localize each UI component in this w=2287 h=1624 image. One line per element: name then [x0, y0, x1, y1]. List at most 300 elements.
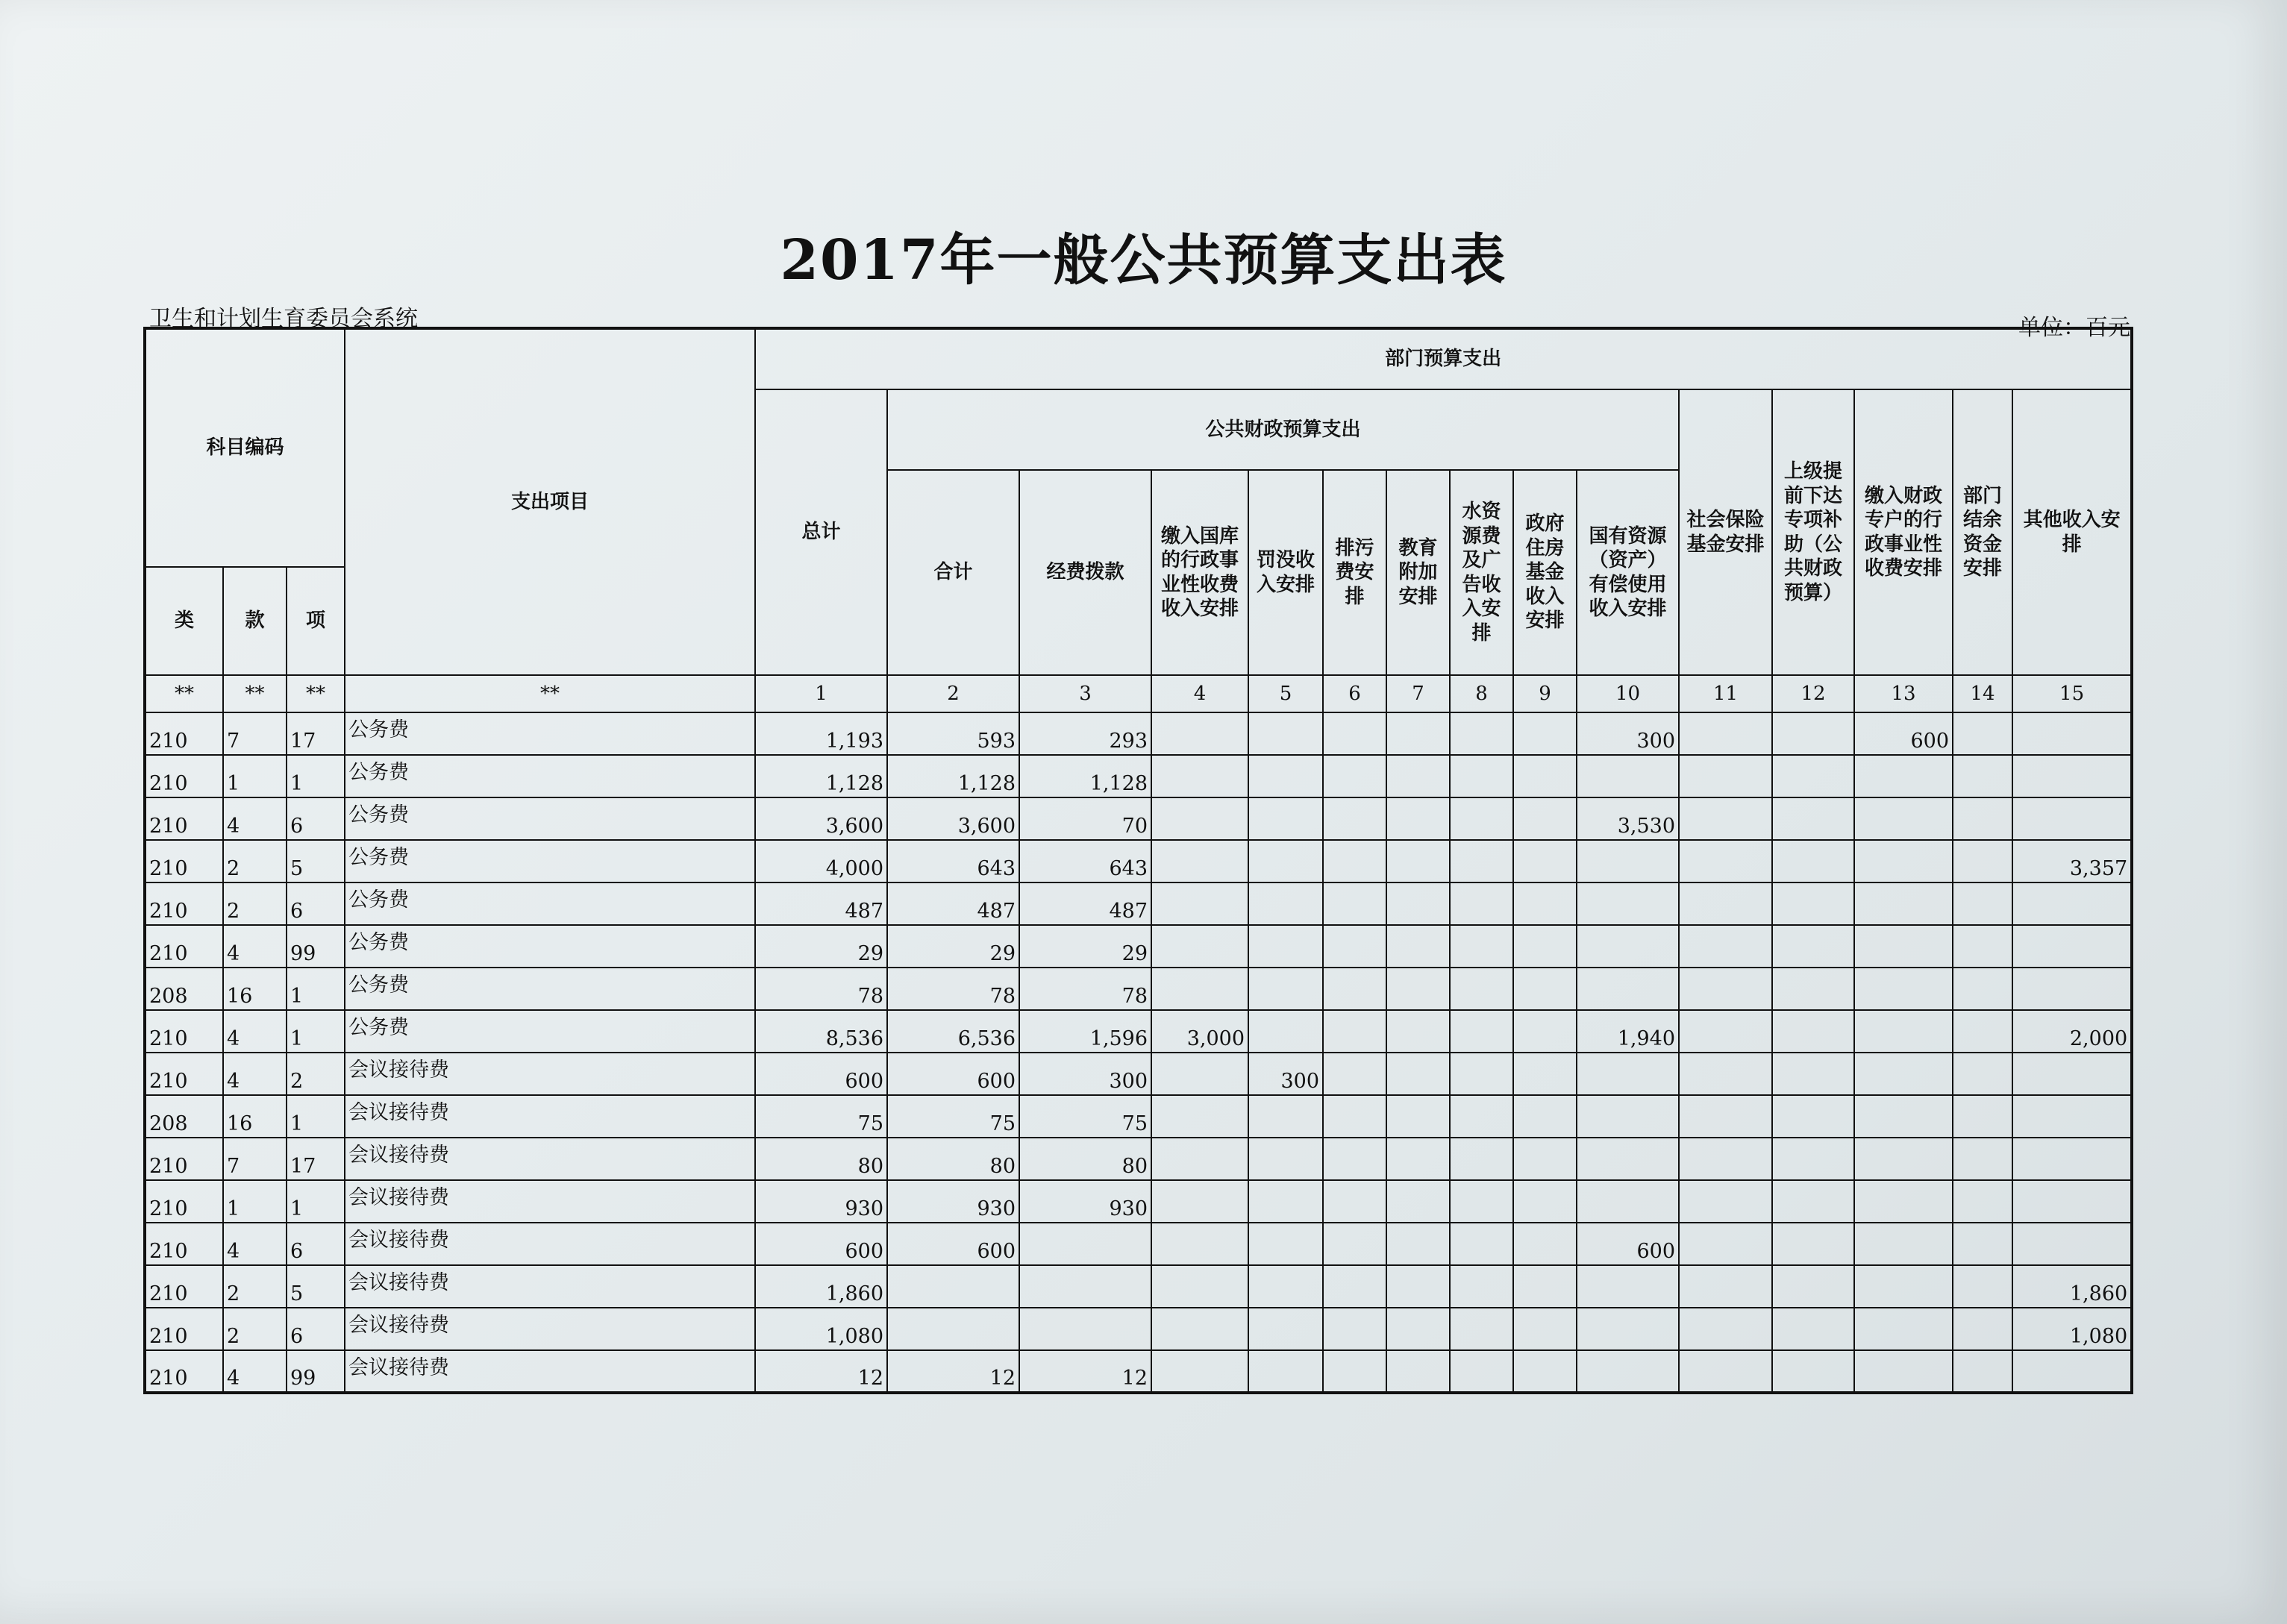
- code-cell: 210: [145, 712, 223, 755]
- code-cell: 210: [145, 1053, 223, 1095]
- item-cell: 会议接待费: [345, 1180, 755, 1223]
- amount-cell: [1772, 1350, 1854, 1393]
- code-cell: 210: [145, 797, 223, 840]
- code-cell: 6: [287, 882, 345, 925]
- code-cell: 1: [287, 1180, 345, 1223]
- amount-cell: [1679, 1010, 1772, 1053]
- amount-cell: [1151, 1180, 1248, 1223]
- amount-cell: [1953, 1138, 2012, 1180]
- code-cell: 210: [145, 1138, 223, 1180]
- amount-cell: [1248, 1095, 1323, 1138]
- amount-cell: 643: [1019, 840, 1151, 882]
- amount-cell: [1450, 840, 1513, 882]
- code-cell: 6: [287, 797, 345, 840]
- amount-cell: [1323, 1223, 1386, 1265]
- amount-cell: [1772, 840, 1854, 882]
- amount-cell: [1450, 1308, 1513, 1350]
- amount-cell: [1679, 968, 1772, 1010]
- table-row: [145, 755, 2132, 797]
- code-cell: 7: [223, 712, 287, 755]
- amount-cell: 3,000: [1151, 1010, 1248, 1053]
- amount-cell: 6,536: [887, 1010, 1019, 1053]
- code-cell: 1: [287, 1010, 345, 1053]
- amount-cell: [1386, 1265, 1450, 1308]
- amount-cell: [1386, 1053, 1450, 1095]
- code-cell: 2: [223, 882, 287, 925]
- code-cell: 1: [223, 1180, 287, 1223]
- amount-cell: [1386, 1138, 1450, 1180]
- code-cell: 4: [223, 797, 287, 840]
- header-housing-fund: 政府住房基金收入安排: [1513, 470, 1577, 675]
- item-cell: 会议接待费: [345, 1053, 755, 1095]
- amount-cell: [1953, 1265, 2012, 1308]
- amount-cell: [1323, 1138, 1386, 1180]
- amount-cell: 29: [1019, 925, 1151, 968]
- amount-cell: [1323, 1010, 1386, 1053]
- amount-cell: [1679, 1138, 1772, 1180]
- table-row: [145, 1350, 2132, 1393]
- amount-cell: [1248, 1308, 1323, 1350]
- amount-cell: 29: [755, 925, 887, 968]
- amount-cell: [1386, 925, 1450, 968]
- amount-cell: 293: [1019, 712, 1151, 755]
- code-cell: 2: [223, 840, 287, 882]
- amount-cell: [1679, 1053, 1772, 1095]
- amount-cell: [2012, 1350, 2132, 1393]
- column-index-cell: 4: [1151, 675, 1248, 712]
- header-kuan: 款: [223, 567, 287, 675]
- amount-cell: 643: [887, 840, 1019, 882]
- amount-cell: [1854, 1138, 1953, 1180]
- column-index-cell: 1: [755, 675, 887, 712]
- amount-cell: [1953, 925, 2012, 968]
- amount-cell: 300: [1019, 1053, 1151, 1095]
- amount-cell: [1679, 925, 1772, 968]
- amount-cell: 487: [887, 882, 1019, 925]
- amount-cell: 75: [1019, 1095, 1151, 1138]
- amount-cell: [1772, 1308, 1854, 1350]
- amount-cell: [1248, 1265, 1323, 1308]
- item-cell: 公务费: [345, 797, 755, 840]
- item-cell: 公务费: [345, 712, 755, 755]
- amount-cell: [1450, 1010, 1513, 1053]
- amount-cell: 70: [1019, 797, 1151, 840]
- amount-cell: [1151, 1265, 1248, 1308]
- code-cell: 210: [145, 1308, 223, 1350]
- header-pollution-fee: 排污费安排: [1323, 470, 1386, 675]
- column-index-cell: 10: [1577, 675, 1679, 712]
- code-cell: 4: [223, 1053, 287, 1095]
- table-row: [145, 797, 2132, 840]
- amount-cell: 78: [755, 968, 887, 1010]
- amount-cell: 29: [887, 925, 1019, 968]
- amount-cell: [1513, 755, 1577, 797]
- amount-cell: 1,860: [755, 1265, 887, 1308]
- item-cell: 公务费: [345, 925, 755, 968]
- amount-cell: [1450, 755, 1513, 797]
- amount-cell: [1953, 1180, 2012, 1223]
- amount-cell: [1386, 712, 1450, 755]
- amount-cell: [1854, 1010, 1953, 1053]
- amount-cell: [1679, 1265, 1772, 1308]
- amount-cell: [1577, 1308, 1679, 1350]
- header-other-income: 其他收入安排: [2012, 389, 2132, 675]
- code-cell: 99: [287, 925, 345, 968]
- amount-cell: 3,530: [1577, 797, 1679, 840]
- amount-cell: [1854, 1350, 1953, 1393]
- amount-cell: 1,080: [755, 1308, 887, 1350]
- amount-cell: [2012, 1180, 2132, 1223]
- amount-cell: [1513, 840, 1577, 882]
- column-index-cell: 11: [1679, 675, 1772, 712]
- amount-cell: [1953, 797, 2012, 840]
- amount-cell: [1450, 1350, 1513, 1393]
- amount-cell: [2012, 925, 2132, 968]
- column-index-cell: 9: [1513, 675, 1577, 712]
- amount-cell: 3,600: [755, 797, 887, 840]
- header-total: 总计: [755, 389, 887, 675]
- amount-cell: 300: [1577, 712, 1679, 755]
- code-cell: 1: [287, 968, 345, 1010]
- column-index-cell: 12: [1772, 675, 1854, 712]
- amount-cell: [1513, 1095, 1577, 1138]
- amount-cell: 930: [887, 1180, 1019, 1223]
- amount-cell: [1513, 1223, 1577, 1265]
- header-dept-budget: 部门预算支出: [755, 328, 2132, 389]
- amount-cell: [1151, 925, 1248, 968]
- amount-cell: [1953, 1053, 2012, 1095]
- amount-cell: 300: [1248, 1053, 1323, 1095]
- table-row: [145, 712, 2132, 755]
- table-row: [145, 1308, 2132, 1350]
- header-carryover: 部门结余资金安排: [1953, 389, 2012, 675]
- amount-cell: [2012, 1138, 2132, 1180]
- amount-cell: [1513, 712, 1577, 755]
- amount-cell: [887, 1265, 1019, 1308]
- table-body: [145, 675, 2132, 1393]
- amount-cell: [1248, 1138, 1323, 1180]
- amount-cell: [1953, 1010, 2012, 1053]
- column-index-cell: 7: [1386, 675, 1450, 712]
- header-special-subsidy: 上级提前下达专项补助（公共财政预算）: [1772, 389, 1854, 675]
- amount-cell: [1513, 1350, 1577, 1393]
- table-row: [145, 1053, 2132, 1095]
- amount-cell: [1248, 1010, 1323, 1053]
- amount-cell: 930: [1019, 1180, 1151, 1223]
- amount-cell: [2012, 1223, 2132, 1265]
- code-cell: 210: [145, 1350, 223, 1393]
- amount-cell: 593: [887, 712, 1019, 755]
- column-index-cell: 6: [1323, 675, 1386, 712]
- amount-cell: 2,000: [2012, 1010, 2132, 1053]
- header-subtotal: 合计: [887, 470, 1019, 675]
- header-appropriation: 经费拨款: [1019, 470, 1151, 675]
- item-cell: 会议接待费: [345, 1265, 755, 1308]
- unit-label: 单位：百元: [2018, 315, 2130, 341]
- amount-cell: [1450, 925, 1513, 968]
- amount-cell: [1450, 1223, 1513, 1265]
- amount-cell: [2012, 1053, 2132, 1095]
- amount-cell: [1248, 1223, 1323, 1265]
- amount-cell: [1513, 968, 1577, 1010]
- amount-cell: [2012, 882, 2132, 925]
- amount-cell: 1,128: [887, 755, 1019, 797]
- amount-cell: [1953, 1095, 2012, 1138]
- amount-cell: 12: [755, 1350, 887, 1393]
- amount-cell: [1323, 1095, 1386, 1138]
- amount-cell: [1386, 1223, 1450, 1265]
- amount-cell: [1386, 755, 1450, 797]
- amount-cell: [1323, 1308, 1386, 1350]
- amount-cell: [1019, 1308, 1151, 1350]
- amount-cell: [1450, 968, 1513, 1010]
- amount-cell: [1679, 1095, 1772, 1138]
- amount-cell: [1323, 1180, 1386, 1223]
- item-cell: 会议接待费: [345, 1138, 755, 1180]
- amount-cell: [2012, 1095, 2132, 1138]
- amount-cell: 80: [887, 1138, 1019, 1180]
- amount-cell: [1577, 968, 1679, 1010]
- amount-cell: [1323, 968, 1386, 1010]
- item-cell: 公务费: [345, 968, 755, 1010]
- item-cell: 会议接待费: [345, 1223, 755, 1265]
- amount-cell: [1772, 1053, 1854, 1095]
- amount-cell: [1248, 712, 1323, 755]
- header-water-resource: 水资源费及广告收入安排: [1450, 470, 1513, 675]
- amount-cell: 78: [1019, 968, 1151, 1010]
- amount-cell: [1386, 968, 1450, 1010]
- budget-table: [143, 327, 2133, 1394]
- amount-cell: [1854, 797, 1953, 840]
- table-row: [145, 1223, 2132, 1265]
- header-public-finance: 公共财政预算支出: [887, 389, 1679, 470]
- code-cell: 210: [145, 1223, 223, 1265]
- amount-cell: [1151, 797, 1248, 840]
- code-cell: 210: [145, 755, 223, 797]
- header-item: 支出项目: [345, 328, 755, 675]
- code-cell: 6: [287, 1308, 345, 1350]
- amount-cell: 4,000: [755, 840, 887, 882]
- amount-cell: [1323, 1053, 1386, 1095]
- amount-cell: [1772, 1010, 1854, 1053]
- amount-cell: [1854, 882, 1953, 925]
- amount-cell: [1019, 1223, 1151, 1265]
- amount-cell: [1953, 968, 2012, 1010]
- item-cell: 公务费: [345, 755, 755, 797]
- amount-cell: 600: [755, 1223, 887, 1265]
- amount-cell: [1577, 882, 1679, 925]
- amount-cell: [1151, 1223, 1248, 1265]
- table-row: [145, 1095, 2132, 1138]
- table-row: [145, 1138, 2132, 1180]
- header-special-account-fee: 缴入财政专户的行政事业性收费安排: [1854, 389, 1953, 675]
- amount-cell: 1,128: [1019, 755, 1151, 797]
- code-cell: 16: [223, 1095, 287, 1138]
- code-cell: 16: [223, 968, 287, 1010]
- column-index-cell: 8: [1450, 675, 1513, 712]
- amount-cell: [1151, 882, 1248, 925]
- code-cell: 210: [145, 1180, 223, 1223]
- amount-cell: [2012, 755, 2132, 797]
- amount-cell: 80: [1019, 1138, 1151, 1180]
- amount-cell: [1772, 1223, 1854, 1265]
- amount-cell: [1450, 1138, 1513, 1180]
- amount-cell: [1151, 1350, 1248, 1393]
- amount-cell: [1953, 1223, 2012, 1265]
- amount-cell: [2012, 968, 2132, 1010]
- code-cell: 210: [145, 1265, 223, 1308]
- amount-cell: 80: [755, 1138, 887, 1180]
- column-index-cell: 5: [1248, 675, 1323, 712]
- amount-cell: 600: [1854, 712, 1953, 755]
- amount-cell: [1854, 1308, 1953, 1350]
- item-cell: 公务费: [345, 840, 755, 882]
- amount-cell: [1953, 755, 2012, 797]
- amount-cell: 600: [887, 1053, 1019, 1095]
- item-cell: 会议接待费: [345, 1095, 755, 1138]
- amount-cell: [887, 1308, 1019, 1350]
- amount-cell: [1772, 1138, 1854, 1180]
- column-index-cell: 2: [887, 675, 1019, 712]
- page-title: 2017年一般公共预算支出表: [780, 228, 1507, 292]
- item-cell: 公务费: [345, 882, 755, 925]
- amount-cell: [1323, 797, 1386, 840]
- amount-cell: [1248, 925, 1323, 968]
- amount-cell: [1513, 925, 1577, 968]
- header-xiang: 项: [287, 567, 345, 675]
- amount-cell: [1577, 1053, 1679, 1095]
- amount-cell: [1151, 1053, 1248, 1095]
- table-row: [145, 1010, 2132, 1053]
- amount-cell: [1953, 840, 2012, 882]
- code-cell: 6: [287, 1223, 345, 1265]
- column-index-cell: 14: [1953, 675, 2012, 712]
- amount-cell: [1953, 1308, 2012, 1350]
- amount-cell: [1953, 882, 2012, 925]
- code-cell: 208: [145, 968, 223, 1010]
- column-index-cell: 15: [2012, 675, 2132, 712]
- amount-cell: [1386, 1308, 1450, 1350]
- amount-cell: [1772, 1180, 1854, 1223]
- amount-cell: [1323, 925, 1386, 968]
- amount-cell: 1,596: [1019, 1010, 1151, 1053]
- amount-cell: [1323, 882, 1386, 925]
- amount-cell: [1854, 1180, 1953, 1223]
- amount-cell: [1679, 797, 1772, 840]
- amount-cell: 78: [887, 968, 1019, 1010]
- amount-cell: [1386, 882, 1450, 925]
- amount-cell: [1854, 1265, 1953, 1308]
- amount-cell: [1679, 1308, 1772, 1350]
- header-lei: 类: [145, 567, 223, 675]
- amount-cell: [1151, 1138, 1248, 1180]
- amount-cell: [1577, 1138, 1679, 1180]
- table-row: [145, 925, 2132, 968]
- header-treasury-admin-fee: 缴入国库的行政事业性收费收入安排: [1151, 470, 1248, 675]
- amount-cell: [1248, 1180, 1323, 1223]
- code-cell: 1: [287, 1095, 345, 1138]
- item-cell: 公务费: [345, 1010, 755, 1053]
- table-row: [145, 1265, 2132, 1308]
- amount-cell: [1151, 840, 1248, 882]
- amount-cell: [1151, 1095, 1248, 1138]
- amount-cell: [1450, 712, 1513, 755]
- amount-cell: [1577, 1095, 1679, 1138]
- amount-cell: [1248, 1350, 1323, 1393]
- amount-cell: [1854, 840, 1953, 882]
- amount-cell: [1323, 755, 1386, 797]
- amount-cell: [1679, 712, 1772, 755]
- amount-cell: [1248, 840, 1323, 882]
- amount-cell: 1,080: [2012, 1308, 2132, 1350]
- code-cell: 5: [287, 840, 345, 882]
- amount-cell: [1248, 797, 1323, 840]
- amount-cell: [1386, 1180, 1450, 1223]
- amount-cell: [1386, 797, 1450, 840]
- amount-cell: [1513, 1138, 1577, 1180]
- table-row: [145, 882, 2132, 925]
- amount-cell: [1386, 840, 1450, 882]
- amount-cell: [1248, 968, 1323, 1010]
- column-index-cell: 13: [1854, 675, 1953, 712]
- amount-cell: 930: [755, 1180, 887, 1223]
- amount-cell: [1386, 1095, 1450, 1138]
- amount-cell: [1513, 1010, 1577, 1053]
- amount-cell: [1679, 882, 1772, 925]
- amount-cell: [1513, 882, 1577, 925]
- amount-cell: [1772, 925, 1854, 968]
- amount-cell: [1019, 1265, 1151, 1308]
- table-row: [145, 840, 2132, 882]
- code-cell: 2: [223, 1265, 287, 1308]
- amount-cell: 487: [1019, 882, 1151, 925]
- code-cell: 210: [145, 840, 223, 882]
- amount-cell: [2012, 712, 2132, 755]
- amount-cell: 12: [1019, 1350, 1151, 1393]
- amount-cell: [1577, 925, 1679, 968]
- amount-cell: [1450, 1053, 1513, 1095]
- amount-cell: 12: [887, 1350, 1019, 1393]
- amount-cell: [1151, 968, 1248, 1010]
- header-social-insurance: 社会保险基金安排: [1679, 389, 1772, 675]
- amount-cell: 1,193: [755, 712, 887, 755]
- amount-cell: [1953, 1350, 2012, 1393]
- code-cell: 4: [223, 1223, 287, 1265]
- amount-cell: [1854, 1053, 1953, 1095]
- code-cell: 99: [287, 1350, 345, 1393]
- amount-cell: 75: [887, 1095, 1019, 1138]
- amount-cell: [1772, 755, 1854, 797]
- amount-cell: [2012, 797, 2132, 840]
- amount-cell: [1772, 712, 1854, 755]
- code-cell: 210: [145, 1010, 223, 1053]
- amount-cell: [1450, 1180, 1513, 1223]
- amount-cell: [1577, 1180, 1679, 1223]
- amount-cell: [1772, 1265, 1854, 1308]
- amount-cell: [1854, 925, 1953, 968]
- amount-cell: [1151, 712, 1248, 755]
- item-cell: 会议接待费: [345, 1308, 755, 1350]
- code-cell: 1: [287, 755, 345, 797]
- amount-cell: [1323, 840, 1386, 882]
- amount-cell: [1513, 797, 1577, 840]
- header-education-surcharge: 教育附加安排: [1386, 470, 1450, 675]
- code-cell: 1: [223, 755, 287, 797]
- code-cell: 208: [145, 1095, 223, 1138]
- code-cell: 17: [287, 1138, 345, 1180]
- amount-cell: [1679, 755, 1772, 797]
- column-index-cell: **: [287, 675, 345, 712]
